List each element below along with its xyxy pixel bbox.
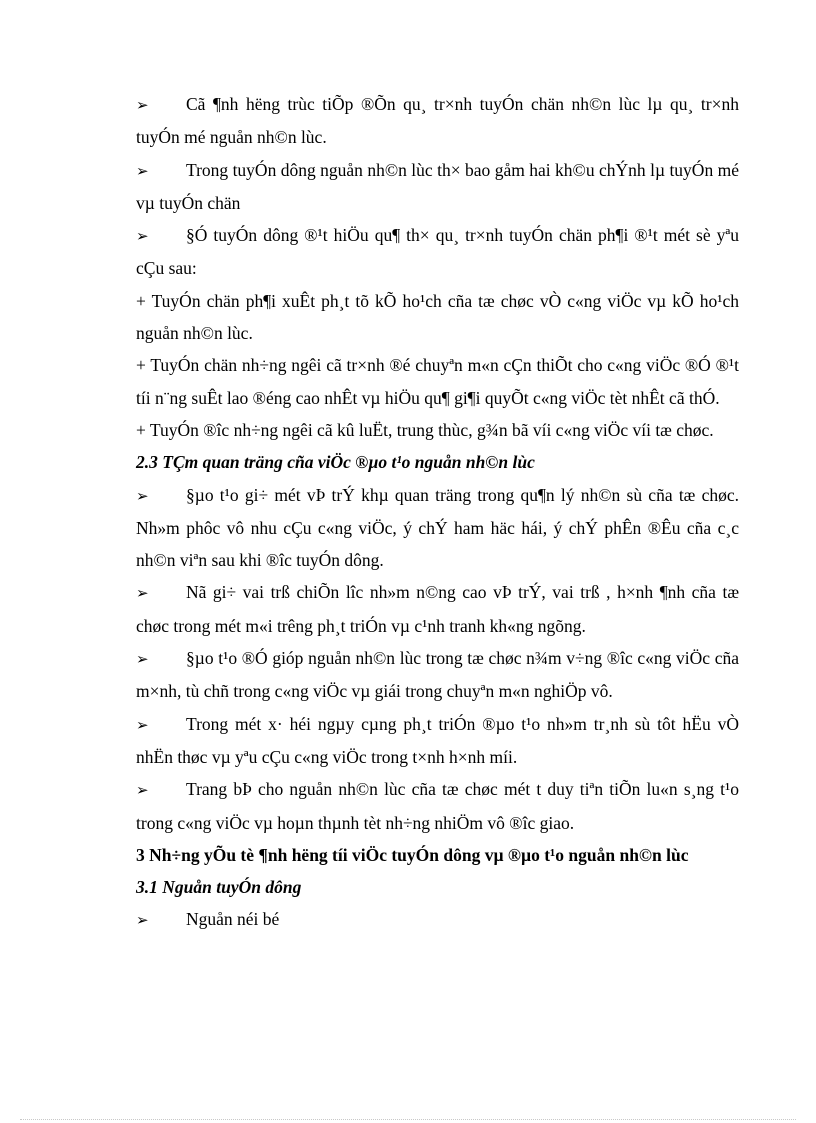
- arrow-bullet-icon: ➢: [136, 584, 149, 603]
- paragraph-text: Trong tuyÓn dông nguån nh©n lùc th× bao gåm hai kh©u chÝnh lµ tuyÓn mé vµ tuyÓn chän: [136, 159, 739, 213]
- bullet-paragraph-7: [136, 708, 739, 774]
- bullet-paragraph-1: [136, 88, 739, 154]
- requirement-2: + TuyÓn chän nh÷ng ngêi cã tr×nh ®é chuyªn m«n cÇn thiÕt cho c«ng viÖc ®Ó ®¹t tíi n¨ng suÊt lao ®éng cao nhÊt vµ hiÖu qu¶ gi¶i quyÕt c«ng viÖc tèt nhÊt cã thÓ.: [136, 355, 739, 408]
- paragraph-text: Cã ¶nh hëng trùc tiÕp ®Õn qu¸ tr×nh tuyÓn chän nh©n lùc lµ qu¸ tr×nh tuyÓn mé nguån nh©n lùc.: [136, 94, 739, 148]
- page-bottom-rule: [20, 1119, 796, 1120]
- section-heading-3: 3 Nh÷ng yÕu tè ¶nh hëng tíi viÖc tuyÓn dông vµ ®µo t¹o nguån nh©n lùc: [136, 844, 689, 865]
- paragraph-text: Trong mét x· héi ngµy cµng ph¸t triÓn ®µo t¹o nh»m tr¸nh sù tôt hËu vÒ nhËn thøc vµ yªu cÇu c«ng viÖc trong t×nh h×nh míi.: [136, 713, 739, 767]
- bullet-paragraph-4: [136, 479, 739, 577]
- arrow-bullet-icon: ➢: [136, 650, 149, 669]
- paragraph-text: §Ó tuyÓn dông ®¹t hiÖu qu¶ th× qu¸ tr×nh tuyÓn chän ph¶i ®¹t mét sè yªu cÇu sau:: [136, 225, 739, 279]
- paragraph-text: Nguån néi bé: [186, 909, 280, 930]
- arrow-bullet-icon: ➢: [136, 96, 149, 114]
- requirement-3: + TuyÓn ®îc nh÷ng ngêi cã kû luËt, trung thùc, g¾n bã víi c«ng viÖc víi tæ chøc.: [136, 419, 714, 440]
- section-heading-3-1: 3.1 Nguån tuyÓn dông: [136, 877, 302, 898]
- arrow-bullet-icon: ➢: [136, 781, 149, 800]
- arrow-bullet-icon: ➢: [136, 715, 149, 734]
- section-heading-2-3: 2.3 TÇm quan träng cña viÖc ®µo t¹o nguån nh©n lùc: [136, 452, 535, 473]
- paragraph-text: Trang bÞ cho nguån nh©n lùc cña tæ chøc mét t duy tiªn tiÕn lu«n s¸ng t¹o trong c«ng viÖc vµ hoµn thµnh tèt nh÷ng nhiÖm vô ®îc giao.: [136, 779, 739, 833]
- bullet-paragraph-3: [136, 219, 739, 285]
- paragraph-text: Nã gi÷ vai trß chiÕn lîc nh»m n©ng cao vÞ trÝ, vai trß , h×nh ¶nh cña tæ chøc trong mét m«i trêng ph¸t triÓn vµ c¹nh tranh kh«ng ngõng.: [136, 582, 739, 636]
- paragraph-text: §µo t¹o ®Ó gióp nguån nh©n lùc trong tæ chøc n¾m v÷ng ®îc c«ng viÖc cña m×nh, tù chñ trong c«ng viÖc vµ giái trong chuyªn m«n nghiÖp vô.: [136, 648, 739, 702]
- bullet-paragraph-6: [136, 642, 739, 708]
- bullet-paragraph-2: [136, 154, 739, 220]
- arrow-bullet-icon: ➢: [136, 227, 149, 246]
- paragraph-text: §µo t¹o gi÷ mét vÞ trÝ khµ quan träng trong qu¶n lý nh©n sù cña tæ chøc. Nh»m phôc vô nhu cÇu c«ng viÖc, ý chÝ ham häc hái, ý chÝ phÊn ®Êu cña c¸c nh©n viªn sau khi ®îc tuyÓn dông.: [136, 484, 739, 571]
- bullet-paragraph-9: [136, 903, 739, 936]
- arrow-bullet-icon: ➢: [136, 911, 149, 930]
- bullet-paragraph-5: [136, 576, 739, 642]
- bullet-paragraph-8: [136, 773, 739, 839]
- requirement-1: + TuyÓn chän ph¶i xuÊt ph¸t tõ kÕ ho¹ch cña tæ chøc vÒ c«ng viÖc vµ kÕ ho¹ch nguån nh©n lùc.: [136, 290, 739, 344]
- document-body: [136, 88, 739, 937]
- arrow-bullet-icon: ➢: [136, 486, 149, 505]
- arrow-bullet-icon: ➢: [136, 161, 149, 180]
